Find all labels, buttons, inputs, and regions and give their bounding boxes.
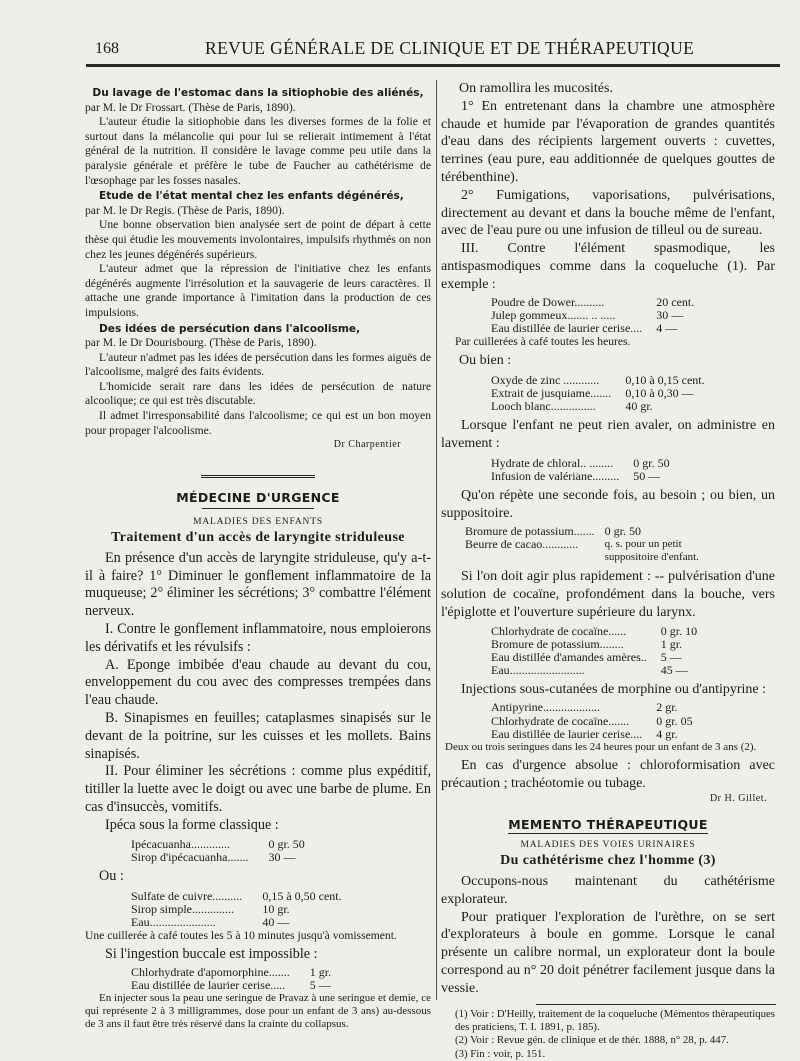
rx-row [491,664,697,677]
rx-dose: 5 — [660,650,682,665]
rx-row [491,400,705,413]
rx-row [491,470,670,483]
right-column [441,80,775,1061]
para-mucosites: On ramollira les mucosités. [459,81,613,96]
rx-name: Infusion de valériane......... [491,468,620,483]
rx-row [491,387,705,400]
rx-dose: 30 — [656,307,684,322]
review-1-author: par M. le Dr Frossart. (Thèse de Paris, 1890). [85,100,296,114]
prescription-bromure [465,525,713,565]
rx-name: Sirop d'ipécacuanha....... [131,849,249,864]
prescription-chloral [491,457,670,483]
rx-name: Eau...................... [131,915,216,930]
rx-row [491,715,693,728]
prescription-cuivre [131,890,342,930]
prescription-zinc [491,374,705,414]
rx-row [491,309,694,322]
prescription-cocaine [491,625,697,678]
rx-row [491,322,694,335]
section-underline [202,508,314,509]
rx-name: Eau distillée de laurier cerise.... [491,320,643,335]
header-rule [86,64,780,67]
article-2-title: Du cathétérisme chez l'homme (3) [500,852,716,868]
prescription-dower [491,296,694,336]
running-title: REVUE GÉNÉRALE DE CLINIQUE ET DE THÉRAPEUTIQUE [205,38,695,58]
rx-row [131,979,331,992]
rx-name: Hydrate de chloral.. ........ [491,455,614,470]
column-divider [436,80,437,1000]
rx-row [465,538,713,564]
rx-dose: 40 — [262,915,290,930]
rx-name: Beurre de cacao............ [465,536,579,551]
para-injections: Injections sous-cutanées de morphine ou d'antipyrine : [461,681,766,697]
review-2-body-1: Une bonne observation bien analysée sert de point de départ à cette thèse qui étudie les mouvements involontaires, impulsifs rhythmés on non chez les jeunes dégénérés supérieurs. [85,218,431,261]
footnote-rule [536,1004,776,1005]
para-lavement: Lorsque l'enfant ne peut rien avaler, on administre en lavement : [441,418,775,451]
rx-dose: 2 gr. [656,700,678,715]
rx-row [491,296,694,309]
rx-dose: 0 gr. 50 [633,455,670,470]
rx-dose: 0 gr. 50 [268,836,305,851]
ou-bien-label: Ou bien : [459,352,512,368]
rx-dose: 40 gr. [625,398,653,413]
review-1-title: Du lavage de l'estomac dans la sitiophobie des aliénés, [92,87,424,99]
rx-name: Chlorhydrate d'apomorphine....... [131,964,290,979]
rx-dose: 0,10 à 0,15 cent. [625,372,705,387]
para-secretions: II. Pour éliminer les sécrétions : comme plus expéditif, titiller la luette avec le doigt ou avec une barbe de plume. En cas d'insuccès, vomitifs. [85,763,431,815]
rx-name: Bromure de potassium....... [465,523,595,538]
rx-row [491,457,670,470]
footnote-3: (3) Fin : voir, p. 151. [455,1047,546,1060]
signature-charpentier: Dr Charpentier [333,439,401,451]
prescription-apomorphine [131,966,331,992]
rx-dose: 10 gr. [262,902,290,916]
rx-dose: q. s. pour un petit suppositoire d'enfant. [604,537,699,564]
rx-name: Sulfate de cuivre.......... [131,888,243,903]
rx-dose: 0 gr. 05 [656,713,693,728]
review-3-body-3: Il admet l'irresponsabilité dans l'alcoolisme; ce qui est un bon moyen pour propager l'alcoolisme. [85,409,431,437]
rx-dose: 4 — [656,320,678,335]
rx-row [131,916,342,929]
review-2-title: Etude de l'état mental chez les enfants dégénérés, [99,190,404,203]
rx-row [131,851,305,864]
page-header [95,36,770,62]
review-3-body-1: L'auteur n'admet pas les idées de persécution dans les formes aiguës de l'alcoolisme, malgré des faits évidents. [85,350,431,379]
rx-name: Chlorhydrate de cocaïne...... [491,623,627,638]
rx-dose: 45 — [660,663,688,678]
rx-dose: 0,15 à 0,50 cent. [262,888,342,903]
rx-name: Eau distillée d'amandes amères.. [491,650,647,665]
rx-name: Eau......................... [491,663,585,678]
rx-row [491,728,693,741]
section-2-heading [441,817,775,832]
rx-dose: 0,10 à 0,30 — [625,385,694,400]
para-gonflement: I. Contre le gonflement inflammatoire, nous emploierons les dérivatifs et les révulsifs : [85,621,431,655]
rx-dose: 0 gr. 10 [660,623,698,638]
review-3-title: Des idées de persécution dans l'alcoolisme, [99,322,361,335]
rx-dose: 30 — [268,849,296,864]
review-3-author: par M. le Dr Dourisbourg. (Thèse de Paris, 1890). [85,336,317,350]
rx-name: Extrait de jusquiame....... [491,385,612,400]
para-suppositoire: Qu'on répète une seconde fois, au besoin ; ou bien, un suppositoire. [441,488,775,521]
section-rule [201,475,315,478]
rx-name: Eau distillée de laurier cerise.... [491,726,643,741]
para-eponge: A. Eponge imbibée d'eau chaude au devant du cou, enveloppement du cou avec des compresses trempées dans l'eau chaude. [85,656,431,709]
para-cocaine: Si l'on doit agir plus rapidement : -- pulvérisation d'une solution de cocaïne, profondément dans la bouche, vers l'épiglotte et l'ouverture supérieure du larynx. [441,569,775,620]
review-3-title-line [85,322,431,337]
section-2-label: MEMENTO THÉRAPEUTIQUE [508,816,708,832]
review-3-body-2: L'homicide serait rare dans les idées de persécution de nature alcoolique; ce qui est très discutable. [85,379,431,408]
signature-gillet: Dr H. Gillet. [709,793,767,805]
rx-dose: 1 gr. [309,964,332,979]
rx-name: Eau distillée de laurier cerise..... [131,978,286,992]
para-ipeca: Ipéca sous la forme classique : [105,816,279,833]
rx-name: Poudre de Dower.......... [491,294,605,309]
rx-name: Ipécacuanha............. [131,836,230,851]
review-2-body-2: L'auteur admet que la répression de l'initiative chez les enfants dégénérés augmente l'irrésolution et la sauvagerie de leurs caractères. Il attache une grande importance à l'imitation dans la production de ces impulsions. [85,262,431,319]
para-ingestion: Si l'ingestion buccale est impossible : [105,946,318,962]
para-atmosphere: 1° En entretenant dans la chambre une atmosphère chaude et humide par l'évaporation de grandes quantités d'eau dans des récipients largement ouverts : cuvettes, terrines (eau pure, eau additionnée de quelques gouttes de térébenthine). [441,98,775,185]
left-column [85,80,431,1031]
review-2-title-line [85,189,431,204]
rx-row [491,374,705,387]
page-number: 168 [95,40,119,57]
rx-name: Looch blanc............... [491,398,596,413]
rx-row [491,701,693,714]
ou-label: Ou : [99,868,124,884]
review-1 [85,86,431,101]
footnote-2: (2) Voir : Revue gén. de clinique et de thér. 1888, n° 28, p. 447. [455,1034,729,1047]
rx-dose: 50 — [633,468,661,483]
rx-row [465,525,713,538]
review-1-body: L'auteur étudie la sitiophobie dans les diverses formes de la folie et surtout dans la mélancolie qui pour lui se relierait intimement à l'état général de la nutrition. Il considère le lavage comme peu utile dans la paralysie générale et préfère le tube de Faucher au cathétérisme de l'œsophage par les fosses nasales. [85,115,431,187]
rx-row [131,838,305,851]
para-spasmodique: III. Contre l'élément spasmodique, les antispasmodiques comme dans la coqueluche (1). Par exemple : [441,241,775,292]
footnote-1: (1) Voir : D'Heilly, traitement de la coqueluche (Mémentos thérapeutiques des praticiens, T. I. 1891, p. 185). [455,1007,775,1033]
section-heading: MÉDECINE D'URGENCE [176,489,340,505]
rx-name: Chlorhydrate de cocaïne....... [491,713,630,728]
rx-dower-note: Par cuillerées à café toutes les heures. [455,335,631,349]
rx-dose: 1 gr. [660,636,683,651]
para-sinapismes: B. Sinapismes en feuilles; cataplasmes sinapisés sur le devant de la poitrine, sur les cuisses et les mollets. Bains sinapisés. [85,710,431,762]
prescription-ipeca [131,838,305,864]
rx-dose: 20 cent. [656,294,695,309]
para-cath-2: Pour pratiquer l'exploration de l'urèthre, on se sert d'explorateurs à boule en gomme. Lorsque le canal présente un calibre normal, un explorateur dont la boule correspond au n° 20 doit pénétrer facilement jusque dans la vessie. [441,909,775,996]
article-title: Traitement d'un accès de laryngite striduleuse [111,529,405,545]
rx-name: Bromure de potassium........ [491,636,624,651]
prescription-antipyrine [491,701,693,741]
subsection-heading: MALADIES DES ENFANTS [193,516,323,527]
rx-dose: 5 — [309,978,331,992]
rx-antipyrine-note: Deux ou trois seringues dans les 24 heures pour un enfant de 3 ans (2). [445,740,757,753]
rx-cuivre-note: Une cuillerée à café toutes les 5 à 10 minutes jusqu'à vomissement. [85,929,397,943]
rx-row [491,625,697,638]
rx-name: Oxyde de zinc ............ [491,372,600,387]
para-urgence: En cas d'urgence absolue : chloroformisation avec précaution ; trachéotomie ou tubage. [441,757,775,791]
para-fumigations: 2° Fumigations, vaporisations, pulvérisations, directement au devant et dans la bouche même de l'enfant, avec de l'eau pure ou une infusion de tilleul ou de sureau. [441,187,775,239]
rx-name: Antipyrine................... [491,700,600,715]
subsection-2-heading: MALADIES DES VOIES URINAIRES [520,839,696,850]
rx-name: Julep gommeux....... .. ..... [491,307,616,322]
rx-dose: 0 gr. 50 [604,523,641,538]
para-cath-1: Occupons-nous maintenant du cathétérisme explorateur. [441,873,775,907]
rx-name: Sirop simple.............. [131,902,235,916]
para-intro: En présence d'un accès de laryngite striduleuse, qu'y a-t-il à faire? 1° Diminuer le gonflement inflammatoire de la muqueuse; 2° éliminer les sécrétions; 3° combattre l'élément nerveux. [85,549,431,620]
rx-dose: 4 gr. [656,726,678,741]
rx-apomorphine-note: En injecter sous la peau une seringue de Pravaz à une seringue et demie, ce qui représente 2 à 3 milligrammes, dose pour un enfant de 3 ans) au-dessous de 3 ans il faut être très réservé dans la crainte du collapsus. [85,992,431,1030]
review-2-author: par M. le Dr Regis. (Thèse de Paris, 1890). [85,203,285,217]
